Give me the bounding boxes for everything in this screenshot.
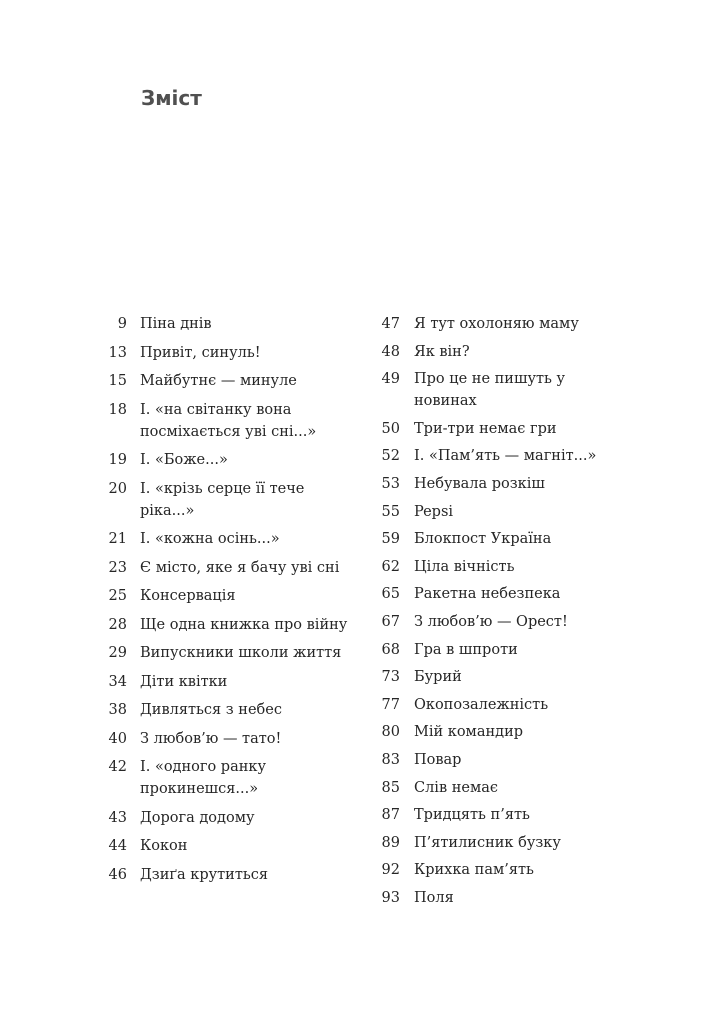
toc-entry-title: Блокпост Україна [414,531,552,548]
toc-entry-title: І. «одного ранку прокинешся...» [140,759,266,797]
toc-page-number: 13 [108,344,127,361]
toc-column-right [370,313,690,914]
toc-entry [0,728,360,750]
toc-entry [0,614,360,636]
toc-entry-title: Окопозалежність [414,696,549,713]
toc-page-number: 42 [108,759,127,775]
toc-entry-title: Ціла вічність [414,558,515,575]
toc-page-number: 48 [381,343,400,360]
toc-page-number: 9 [117,316,127,332]
toc-page-number: 21 [108,531,127,547]
toc-entry [0,449,360,471]
toc-entry-title: З любов’ю — Орест! [414,613,568,630]
toc-entry [370,887,690,909]
toc-entry-title: Дзиґа крутиться [140,866,269,883]
toc-entry-title: Крихка пам’ять [414,862,534,879]
toc-page-number: 40 [108,730,127,747]
toc-entry [370,341,690,363]
toc-entry [370,694,690,716]
toc-entry-title: Я тут охолоняю маму [414,316,579,332]
toc-entry-title: І. «на світанку вона посміхається уві сні...» [140,401,317,440]
toc-page-number: 34 [108,673,127,690]
toc-page-number: 92 [381,862,400,879]
toc-page-number: 80 [381,724,400,741]
toc-page-number: 29 [108,645,127,661]
toc-entry-title: Бурий [414,669,462,686]
toc-entry [0,807,360,829]
toc-entry [0,342,360,364]
toc-page-number: 59 [381,531,400,548]
toc-entry [370,639,690,661]
toc-page-number: 55 [381,503,400,520]
toc-page-number: 77 [381,696,400,713]
toc-entry-title: Дивляться з небес [140,702,282,718]
toc-entry [0,756,360,800]
toc-page-number: 19 [108,452,127,468]
toc-entry-title: І. «Пам’ять — магніт...» [414,448,597,465]
toc-page-number: 83 [381,751,400,768]
toc-entry-title: Про це не пишуть у новинах [414,371,566,410]
toc-entry [370,666,690,688]
toc-page-number: 89 [381,834,400,851]
toc-entry [0,478,360,522]
toc-entry-title: Дорога додому [140,809,255,826]
toc-entry-title: Pepsi [414,503,454,520]
toc-entry [370,749,690,771]
toc-entry [370,611,690,633]
toc-entry-title: Діти квітки [140,673,228,690]
toc-page-number: 93 [381,889,400,906]
toc-entry-title: Консервація [140,588,236,604]
toc-entry-title: Тридцять п’ять [414,807,530,824]
toc-entry [0,864,360,886]
toc-entry [0,528,360,550]
toc-entry-title: Майбутнє — минуле [140,373,297,389]
toc-page-number: 38 [108,702,127,718]
toc-entry-title: І. «крізь серце її тече ріка...» [140,480,305,519]
toc-entry-title: Три-три немає гри [414,420,557,437]
toc-entry [370,556,690,578]
toc-entry-title: Ще одна книжка про війну [140,616,348,633]
toc-page-number: 50 [381,420,400,437]
toc-page-number: 23 [108,559,127,576]
toc-page-number: 43 [108,809,127,826]
toc-page-number: 53 [381,475,400,492]
toc-page-number: 44 [108,838,127,854]
toc-entry [370,473,690,495]
toc-page-number: 85 [381,779,400,796]
toc-entry [0,671,360,693]
toc-entry [370,528,690,550]
toc-entry-title: Мій командир [414,724,524,741]
toc-entry-title: Небувала розкіш [414,475,545,492]
toc-page-number: 28 [108,616,127,633]
toc-entry-title: П’ятилисник бузку [414,834,561,851]
toc-entry [370,313,690,335]
toc-entry-title: Повар [414,751,462,768]
toc-entry [0,370,360,392]
toc-entry-title: Як він? [414,343,470,360]
toc-entry [370,859,690,881]
toc-entry-title: Ракетна небезпека [414,586,561,603]
toc-entry [370,418,690,440]
toc-entry [0,585,360,607]
toc-entry [0,699,360,721]
toc-entry-title: Привіт, синуль! [140,344,261,361]
toc-entry [370,445,690,467]
toc-entry-title: Піна днів [140,316,212,332]
toc-page-number: 73 [381,669,400,686]
toc-column-left [0,313,360,892]
toc-entry-title: Випускники школи життя [140,645,342,661]
toc-entry-title: З любов’ю — тато! [140,730,282,747]
toc-page-number: 46 [108,866,127,883]
toc-entry-title: Поля [414,889,454,906]
toc-entry-title: Слів немає [414,779,499,796]
toc-page-number: 47 [381,316,400,332]
page-title: Зміст [141,86,202,110]
toc-entry [370,368,690,412]
toc-page-number: 15 [108,373,127,389]
toc-entry [370,832,690,854]
toc-entry-title: Гра в шпроти [414,641,518,658]
toc-entry [370,804,690,826]
toc-entry [370,777,690,799]
toc-entry [0,313,360,335]
toc-entry [0,557,360,579]
toc-entry [0,642,360,664]
toc-page-number: 18 [108,401,127,418]
toc-page-number: 68 [381,641,400,658]
toc-entry-title: І. «кожна осінь...» [140,531,280,547]
toc-page-number: 62 [381,558,400,575]
toc-entry-title: І. «Боже...» [140,452,228,468]
toc-page-number: 52 [381,448,400,465]
toc-page-number: 25 [108,588,127,604]
toc-entry-title: Кокон [140,838,188,854]
toc-entry [370,501,690,523]
toc-page-number: 67 [381,613,400,630]
toc-entry-title: Є місто, яке я бачу уві сні [140,559,340,576]
toc-entry [370,583,690,605]
toc-entry [0,399,360,443]
toc-page-number: 20 [108,480,127,497]
toc-page-number: 87 [381,807,400,824]
toc-entry [0,835,360,857]
toc-page-number: 49 [381,371,400,388]
toc-entry [370,721,690,743]
toc-page-number: 65 [381,586,400,603]
